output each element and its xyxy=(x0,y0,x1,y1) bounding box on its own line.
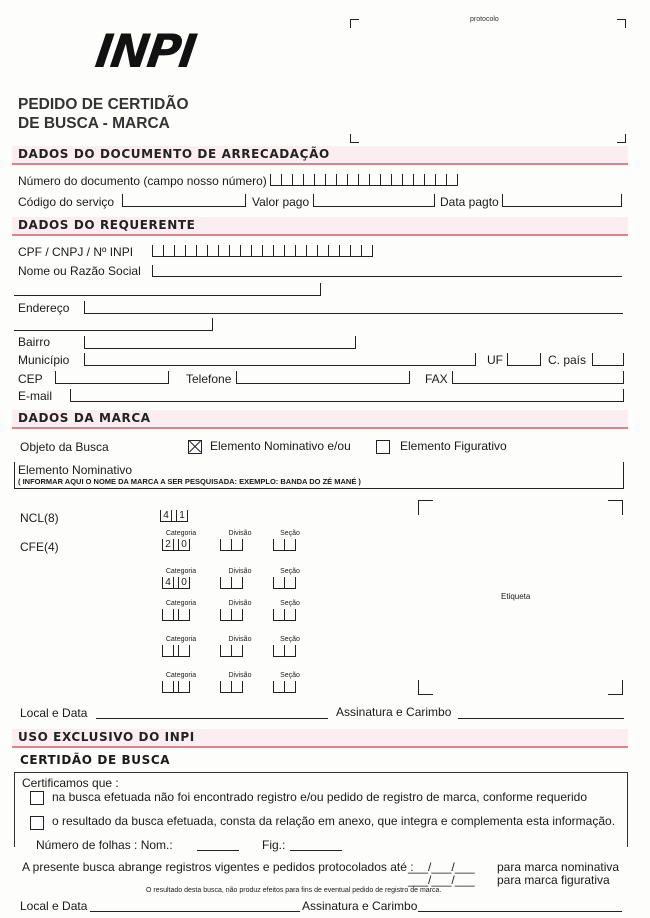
cfe-categoria-digit: 4 xyxy=(165,577,171,588)
etiqueta-label: Etiqueta xyxy=(501,592,531,601)
fax-label: FAX xyxy=(425,372,448,386)
coverage-nominative-label: para marca nominativa xyxy=(497,860,620,874)
form-title-line2: DE BUSCA - MARCA xyxy=(18,115,170,132)
uf-label: UF xyxy=(487,353,503,367)
cfe-secao-field[interactable] xyxy=(273,539,296,551)
cfe-categoria-digit xyxy=(163,645,173,656)
section-req-title: DADOS DO REQUERENTE xyxy=(18,218,196,232)
cpf-label: CPF / CNPJ / Nº INPI xyxy=(18,245,134,259)
form-title xyxy=(18,95,189,133)
cfe-categoria-digit xyxy=(178,609,189,620)
sheets-nom-field[interactable] xyxy=(197,838,239,851)
cfe-divisao-label: Divisão xyxy=(228,530,252,537)
name-field-cont[interactable] xyxy=(14,283,321,296)
nominative-hint: ( INFORMAR AQUI O NOME DA MARCA A SER PESQUISADA: EXEMPLO: BANDA DO ZÉ MANÉ ) xyxy=(18,477,361,486)
cep-label: CEP xyxy=(18,372,43,386)
cfe-secao-label: Seção xyxy=(280,568,300,575)
cfe-divisao-field[interactable] xyxy=(220,645,243,657)
inpi-place-date-label: Local e Data xyxy=(20,899,88,913)
phone-field[interactable] xyxy=(236,371,410,384)
cfe-secao-field[interactable] xyxy=(273,577,296,589)
inpi-signature-field[interactable] xyxy=(418,899,622,912)
cfe-secao-field[interactable] xyxy=(273,609,296,621)
cfe-secao-label: Seção xyxy=(280,672,300,679)
cfe-categoria-field[interactable] xyxy=(162,681,190,693)
cfe-categoria-label: Categoria xyxy=(165,636,197,643)
cfe-secao-label: Seção xyxy=(280,600,300,607)
not-found-label: na busca efetuada não foi encontrado registro e/ou pedido de registro de marca, conforme requerido xyxy=(52,790,588,804)
mark-signature-label: Assinatura e Carimbo xyxy=(336,705,452,719)
amount-field[interactable] xyxy=(313,194,435,207)
coverage-date-nominative[interactable]: ___/___/___ xyxy=(408,860,475,874)
cfe-categoria-label: Categoria xyxy=(165,530,197,537)
inpi-logo: INPI xyxy=(92,24,199,78)
service-code-label: Código do serviço xyxy=(18,195,115,209)
name-label: Nome ou Razão Social xyxy=(18,264,141,278)
section-req-header xyxy=(12,217,628,236)
cep-field[interactable] xyxy=(55,371,169,384)
section-doc-title: DADOS DO DOCUMENTO DE ARRECADAÇÃO xyxy=(18,147,330,161)
disclaimer: O resultado desta busca, não produz efeitos para fins de eventual pedido de registro de marca. xyxy=(146,887,442,894)
cfe-divisao-label: Divisão xyxy=(228,600,252,607)
cfe-secao-label: Seção xyxy=(280,636,300,643)
cfe-secao-field[interactable] xyxy=(273,681,296,693)
object-label: Objeto da Busca xyxy=(20,440,109,454)
address-field[interactable] xyxy=(84,301,623,314)
district-field[interactable] xyxy=(84,336,356,349)
protocol-corner-br xyxy=(617,134,626,143)
result-checkbox[interactable] xyxy=(30,816,44,830)
phone-label: Telefone xyxy=(186,372,232,386)
sheets-label: Número de folhas : Nom.: xyxy=(36,838,173,852)
section-mark-title: DADOS DA MARCA xyxy=(18,411,151,425)
city-field[interactable] xyxy=(84,353,476,366)
cfe-divisao-label: Divisão xyxy=(228,568,252,575)
inpi-place-date-field[interactable] xyxy=(90,899,300,912)
ncl-digit-2: 1 xyxy=(176,510,187,521)
etiqueta-corner-bl xyxy=(418,680,433,695)
email-label: E-mail xyxy=(18,389,53,403)
country-field[interactable] xyxy=(592,353,624,366)
nominative-label: Elemento Nominativo xyxy=(18,463,133,477)
cfe-categoria-field[interactable] xyxy=(162,609,190,621)
cfe-categoria-digit xyxy=(178,681,189,692)
inpi-signature-label: Assinatura e Carimbo xyxy=(302,899,418,913)
cpf-field[interactable] xyxy=(152,245,373,257)
protocol-label: protocolo xyxy=(470,16,499,23)
cfe-divisao-field[interactable] xyxy=(220,681,243,693)
protocol-corner-tl xyxy=(350,19,359,28)
country-label: C. país xyxy=(548,353,587,367)
coverage-figurative-label: para marca figurativa xyxy=(497,873,610,887)
email-field[interactable] xyxy=(70,389,624,402)
section-doc-header xyxy=(12,146,628,165)
nominative-checkbox[interactable] xyxy=(188,440,202,454)
cert-title: CERTIDÃO DE BUSCA xyxy=(20,753,171,767)
nominative-option-label: Elemento Nominativo e/ou xyxy=(210,439,351,453)
cfe-categoria-label: Categoria xyxy=(165,672,197,679)
cfe-categoria-digit xyxy=(178,645,189,656)
cfe-categoria-field[interactable] xyxy=(162,645,190,657)
date-field[interactable] xyxy=(502,194,622,207)
mark-signature-field[interactable] xyxy=(458,706,624,719)
uf-field[interactable] xyxy=(507,353,541,366)
cfe-secao-label: Seção xyxy=(280,530,300,537)
etiqueta-corner-br xyxy=(608,680,623,695)
protocol-corner-tr xyxy=(617,19,626,28)
cfe-categoria-field[interactable] xyxy=(162,539,190,551)
address-field-cont[interactable] xyxy=(14,318,213,331)
ncl-label: NCL(8) xyxy=(20,511,59,525)
mark-place-date-label: Local e Data xyxy=(20,706,88,720)
cfe-categoria-label: Categoria xyxy=(165,568,197,575)
cfe-categoria-field[interactable] xyxy=(162,577,190,589)
mark-place-date-field[interactable] xyxy=(96,706,328,719)
coverage-label: A presente busca abrange registros vigentes e pedidos protocolados até : xyxy=(22,860,414,874)
result-label: o resultado da busca efetuada, consta da relação em anexo, que integra e complementa esta informação. xyxy=(52,814,616,828)
service-code-field[interactable] xyxy=(122,194,246,207)
cfe-label: CFE(4) xyxy=(20,540,59,554)
cfe-divisao-field[interactable] xyxy=(220,539,243,551)
section-mark-header xyxy=(12,410,628,429)
figurative-checkbox[interactable] xyxy=(376,440,390,454)
cfe-divisao-label: Divisão xyxy=(228,636,252,643)
address-label: Endereço xyxy=(18,301,70,315)
cfe-divisao-field[interactable] xyxy=(220,577,243,589)
section-inpi-header xyxy=(12,729,628,748)
city-label: Município xyxy=(18,353,70,367)
not-found-checkbox[interactable] xyxy=(30,791,44,805)
fax-field[interactable] xyxy=(452,371,624,384)
doc-number-field[interactable] xyxy=(270,174,458,186)
form-title-line1: PEDIDO DE CERTIDÃO xyxy=(18,96,189,113)
cfe-categoria-digit xyxy=(163,609,173,620)
sheets-fig-field[interactable] xyxy=(290,838,342,851)
doc-number-label: Número do documento (campo nosso número) xyxy=(18,174,267,188)
cfe-categoria-digit xyxy=(163,681,173,692)
fig-label: Fig.: xyxy=(262,838,286,852)
section-inpi-title: USO EXCLUSIVO DO INPI xyxy=(18,730,195,744)
cfe-divisao-field[interactable] xyxy=(220,609,243,621)
cfe-categoria-digit: 2 xyxy=(165,539,171,550)
cfe-secao-field[interactable] xyxy=(273,645,296,657)
etiqueta-corner-tr xyxy=(608,500,623,515)
district-label: Bairro xyxy=(18,335,51,349)
cfe-categoria-digit: 0 xyxy=(178,539,189,550)
name-field[interactable] xyxy=(152,264,622,277)
amount-label: Valor pago xyxy=(252,195,310,209)
cfe-categoria-digit: 0 xyxy=(178,577,189,588)
etiqueta-corner-tl xyxy=(418,500,433,515)
certify-label: Certificamos que : xyxy=(22,776,119,790)
ncl-field[interactable] xyxy=(160,510,188,522)
figurative-option-label: Elemento Figurativo xyxy=(400,439,507,453)
ncl-digit-1: 4 xyxy=(163,510,169,521)
protocol-corner-bl xyxy=(350,134,359,143)
coverage-date-figurative[interactable]: ___/___/___ xyxy=(408,873,475,887)
date-label: Data pagto xyxy=(440,195,499,209)
cfe-categoria-label: Categoria xyxy=(165,600,197,607)
cfe-divisao-label: Divisão xyxy=(228,672,252,679)
